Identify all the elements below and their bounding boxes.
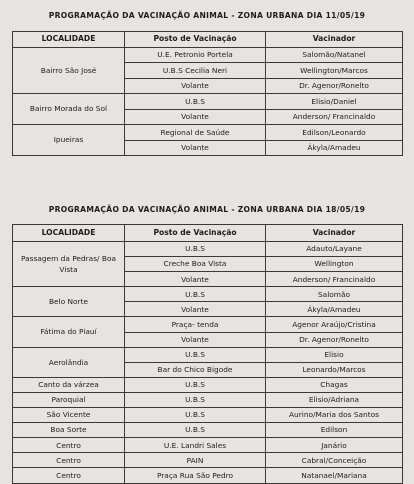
posto-cell: U.B.S bbox=[125, 423, 266, 438]
table-row bbox=[13, 408, 403, 423]
posto-cell: U.E. Landri Sales bbox=[125, 438, 266, 453]
localidade-cell: Centro bbox=[13, 453, 125, 468]
schedule-title-1805: PROGRAMAÇÃO DA VACINAÇÃO ANIMAL - ZONA URBANA DIA 18/05/19 bbox=[48, 205, 366, 214]
posto-cell: U.B.S bbox=[125, 347, 266, 362]
posto-cell: Volante bbox=[125, 109, 266, 125]
localidade-cell: Bairro São José bbox=[13, 47, 125, 94]
posto-cell: U.B.S bbox=[125, 242, 266, 257]
localidade-cell: Centro bbox=[13, 468, 125, 483]
vacinador-cell: Elisio/Adriana bbox=[266, 392, 403, 407]
vacinador-cell: Edilson/Leonardo bbox=[266, 125, 403, 141]
column-header-vacinador: Vacinador bbox=[266, 225, 403, 242]
vacinador-cell: Leonardo/Marcos bbox=[266, 362, 403, 377]
table-row bbox=[13, 377, 403, 392]
vacinador-cell: Salomão/Natanel bbox=[266, 47, 403, 63]
vacinador-cell: Ákyla/Amadeu bbox=[266, 302, 403, 317]
vacinador-cell: Wellington/Marcos bbox=[266, 63, 403, 79]
table-row bbox=[13, 347, 403, 362]
posto-cell: PAIN bbox=[125, 453, 266, 468]
posto-cell: Bar do Chico Bigode bbox=[125, 362, 266, 377]
posto-cell: Praça- tenda bbox=[125, 317, 266, 332]
table-row bbox=[13, 423, 403, 438]
table-header-row bbox=[13, 225, 403, 242]
vacinador-cell: Natanael/Mariana bbox=[266, 468, 403, 483]
posto-cell: U.B.S bbox=[125, 287, 266, 302]
vacinador-cell: Aurino/Maria dos Santos bbox=[266, 408, 403, 423]
column-header-localidade: LOCALIDADE bbox=[13, 225, 125, 242]
posto-cell: Regional de Saúde bbox=[125, 125, 266, 141]
posto-cell: Volante bbox=[125, 272, 266, 287]
posto-cell: Praça Rua São Pedro bbox=[125, 468, 266, 483]
schedule-title-1105: PROGRAMAÇÃO DA VACINAÇÃO ANIMAL - ZONA URBANA DIA 11/05/19 bbox=[48, 11, 366, 20]
column-header-posto: Posto de Vacinação bbox=[125, 32, 266, 48]
vacinador-cell: Agenor Araújo/Cristina bbox=[266, 317, 403, 332]
posto-cell: U.B.S bbox=[125, 408, 266, 423]
column-header-posto: Posto de Vacinação bbox=[125, 225, 266, 242]
table-row bbox=[13, 47, 403, 63]
table-row bbox=[13, 317, 403, 332]
vacinador-cell: Adauto/Layane bbox=[266, 242, 403, 257]
posto-cell: Volante bbox=[125, 140, 266, 156]
table-header-row bbox=[13, 32, 403, 48]
posto-cell: Creche Boa Vista bbox=[125, 257, 266, 272]
vacinador-cell: Janário bbox=[266, 438, 403, 453]
vacinador-cell: Cabral/Conceição bbox=[266, 453, 403, 468]
table-row bbox=[13, 125, 403, 141]
vacinador-cell: Anderson/ Francinaldo bbox=[266, 272, 403, 287]
table-row bbox=[13, 94, 403, 110]
localidade-cell: Ipueiras bbox=[13, 125, 125, 156]
table-row bbox=[13, 392, 403, 407]
localidade-cell: Canto da várzea bbox=[13, 377, 125, 392]
vacinador-cell: Elisio/Daniel bbox=[266, 94, 403, 110]
table-row bbox=[13, 287, 403, 302]
posto-cell: U.B.S bbox=[125, 377, 266, 392]
localidade-cell: Fátima do Piauí bbox=[13, 317, 125, 347]
vacinador-cell: Wellington bbox=[266, 257, 403, 272]
vacinador-cell: Ákyla/Amadeu bbox=[266, 140, 403, 156]
localidade-cell: Aerolândia bbox=[13, 347, 125, 377]
vacinador-cell: Dr. Agenor/Ronelto bbox=[266, 332, 403, 347]
localidade-cell: São Vicente bbox=[13, 408, 125, 423]
schedule-table-1105 bbox=[12, 31, 403, 156]
localidade-cell: Paroquial bbox=[13, 392, 125, 407]
posto-cell: U.B.S bbox=[125, 94, 266, 110]
localidade-cell: Boa Sorte bbox=[13, 423, 125, 438]
localidade-cell: Belo Norte bbox=[13, 287, 125, 317]
vacinador-cell: Salomão bbox=[266, 287, 403, 302]
localidade-cell: Passagem da Pedras/ Boa Vista bbox=[13, 242, 125, 287]
vacinador-cell: Dr. Agenor/Ronelto bbox=[266, 78, 403, 94]
localidade-cell: Bairro Morada do Sol bbox=[13, 94, 125, 125]
vacinador-cell: Elisio bbox=[266, 347, 403, 362]
vacinador-cell: Edilson bbox=[266, 423, 403, 438]
table-row bbox=[13, 242, 403, 257]
posto-cell: Volante bbox=[125, 78, 266, 94]
posto-cell: U.B.S bbox=[125, 392, 266, 407]
column-header-vacinador: Vacinador bbox=[266, 32, 403, 48]
vacinador-cell: Anderson/ Francinaldo bbox=[266, 109, 403, 125]
column-header-localidade: LOCALIDADE bbox=[13, 32, 125, 48]
posto-cell: U.E. Petronio Portela bbox=[125, 47, 266, 63]
posto-cell: U.B.S Cecilia Neri bbox=[125, 63, 266, 79]
vacinador-cell: Chagas bbox=[266, 377, 403, 392]
posto-cell: Volante bbox=[125, 332, 266, 347]
localidade-cell: Centro bbox=[13, 438, 125, 453]
table-row bbox=[13, 453, 403, 468]
posto-cell: Volante bbox=[125, 302, 266, 317]
schedule-table-1805 bbox=[12, 224, 403, 484]
table-row bbox=[13, 438, 403, 453]
